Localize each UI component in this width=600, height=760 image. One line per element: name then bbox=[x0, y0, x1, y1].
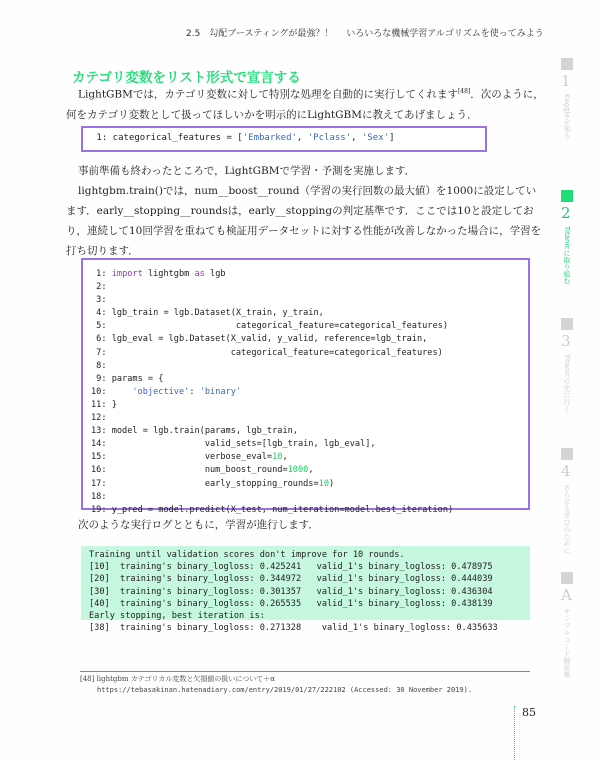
code-text: , bbox=[296, 133, 308, 143]
line-number: 13: bbox=[91, 426, 107, 437]
line-number: 11: bbox=[91, 399, 107, 410]
running-head-title: いろいろな機械学習アルゴリズムを使ってみよう bbox=[346, 29, 544, 39]
chapter-label: さらなる学びのために bbox=[563, 484, 571, 554]
line-number: 17: bbox=[91, 478, 107, 489]
chapter-tab-4[interactable] bbox=[560, 448, 580, 554]
code-block-training bbox=[81, 258, 530, 515]
code-text: num_boost_round=1000, bbox=[106, 465, 314, 476]
section-title: カテゴリ変数をリスト形式で宣言する bbox=[72, 70, 301, 86]
code-line bbox=[91, 438, 453, 451]
code-text: valid_sets=[lgb_train, lgb_eval], bbox=[106, 439, 376, 450]
code-text: verbose_eval=10, bbox=[106, 452, 288, 463]
line-number: 10: bbox=[91, 386, 107, 397]
chapter-number: 1 bbox=[561, 72, 571, 90]
chapter-marker-square bbox=[561, 448, 573, 460]
log-line: Training until validation scores don't improve for 10 rounds. bbox=[89, 550, 405, 560]
log-line: [20] training's binary_logloss: 0.344972 valid_1's binary_logloss: 0.444039 bbox=[89, 574, 493, 585]
code-line bbox=[91, 268, 453, 281]
folio-marker bbox=[514, 706, 516, 760]
line-number: 5: bbox=[91, 321, 107, 332]
code-text: params = { bbox=[106, 373, 164, 384]
chapter-number: 3 bbox=[561, 332, 571, 350]
chapter-label: Titanicの先に行く bbox=[563, 354, 571, 413]
training-log-output bbox=[81, 546, 530, 634]
code-line bbox=[91, 425, 453, 438]
running-head-section: 2.5 bbox=[186, 29, 201, 39]
paragraph-prep: 事前準備も終わったところで，LightGBMで学習・予測を実施します． bbox=[78, 165, 416, 177]
log-line: Early stopping, best iteration is: bbox=[89, 610, 265, 621]
code-string: 'Embarked' bbox=[242, 133, 297, 143]
chapter-label: サンプルコード解説集 bbox=[563, 608, 571, 678]
line-number: 4: bbox=[91, 308, 107, 319]
line-number: 9: bbox=[91, 373, 107, 384]
line-number: 12: bbox=[91, 413, 107, 424]
chapter-label: Kaggleを知る bbox=[563, 94, 571, 139]
chapter-tab-2[interactable] bbox=[560, 190, 580, 284]
code-line bbox=[91, 478, 453, 491]
line-number: 1: bbox=[91, 269, 107, 279]
line-number: 8: bbox=[91, 360, 107, 371]
code-text: early_stopping_rounds=10) bbox=[106, 478, 335, 489]
chapter-marker-square bbox=[561, 572, 573, 584]
code-text: model = lgb.train(params, lgb_train, bbox=[106, 426, 298, 437]
code-line bbox=[91, 320, 453, 333]
log-line: [30] training's binary_logloss: 0.301357 valid_1's binary_logloss: 0.436304 bbox=[89, 586, 493, 597]
code-line bbox=[91, 347, 453, 360]
line-number: 15: bbox=[91, 452, 107, 463]
paragraph-text: LightGBMでは，カテゴリ変数に対して特別な処理を自動的に実行してくれます bbox=[78, 88, 458, 101]
chapter-number: 4 bbox=[561, 462, 571, 480]
footnote-number: [48] bbox=[80, 675, 95, 683]
chapter-number: 2 bbox=[561, 204, 571, 222]
code-line bbox=[91, 399, 453, 412]
paragraph-intro bbox=[66, 82, 546, 125]
code-line bbox=[91, 307, 453, 320]
footnote-url[interactable]: https://tebasakinan.hatenadiary.com/entry/2019/01/27/222102 (Accessed: 30 November 2019). bbox=[97, 686, 473, 694]
code-line bbox=[91, 464, 453, 477]
chapter-label: Titanicに取り組む bbox=[563, 226, 571, 285]
chapter-number: A bbox=[561, 586, 572, 604]
line-number: 1: bbox=[91, 133, 108, 143]
chapter-marker-square bbox=[561, 318, 573, 330]
line-number: 19: bbox=[91, 504, 107, 515]
code-line bbox=[91, 373, 453, 386]
code-line bbox=[91, 333, 453, 346]
code-line bbox=[91, 491, 453, 504]
line-number: 16: bbox=[91, 465, 107, 476]
chapter-tab-3[interactable] bbox=[560, 318, 580, 412]
line-number: 3: bbox=[91, 295, 107, 306]
code-line bbox=[91, 133, 394, 143]
code-text: categorical_feature=categorical_features) bbox=[106, 347, 443, 358]
code-line bbox=[91, 412, 453, 425]
code-string: 'Pclass' bbox=[307, 133, 352, 143]
code-string: 'Sex' bbox=[361, 133, 390, 143]
line-number: 7: bbox=[91, 347, 107, 358]
log-line: [10] training's binary_logloss: 0.425241 valid_1's binary_logloss: 0.478975 bbox=[89, 562, 493, 573]
running-head bbox=[186, 26, 544, 39]
footnote bbox=[80, 674, 472, 696]
chapter-tab-1[interactable] bbox=[560, 58, 580, 139]
code-text: ] bbox=[389, 133, 395, 143]
code-text: categorical_features = [ bbox=[107, 133, 243, 143]
log-line: [38] training's binary_logloss: 0.271328 valid_1's binary_logloss: 0.435633 bbox=[89, 623, 498, 634]
code-lines bbox=[91, 268, 453, 517]
line-number: 2: bbox=[91, 282, 107, 293]
chapter-marker-square bbox=[561, 58, 573, 70]
code-line bbox=[91, 451, 453, 464]
log-lines bbox=[89, 549, 498, 634]
code-text: } bbox=[106, 399, 117, 410]
code-text: lgb_train = lgb.Dataset(X_train, y_train, bbox=[106, 308, 324, 319]
log-line: [40] training's binary_logloss: 0.265535 valid_1's binary_logloss: 0.438139 bbox=[89, 598, 493, 609]
chapter-marker-square bbox=[561, 190, 573, 202]
code-line bbox=[91, 386, 453, 399]
line-number: 14: bbox=[91, 439, 107, 450]
page-number: 85 bbox=[522, 706, 536, 719]
code-line bbox=[91, 281, 453, 294]
footnote-divider bbox=[80, 671, 530, 672]
paragraph-text: ．次のように，何をカテゴリ変数として扱ってほしいかを明示的にLightGBMに教えてあげましょう． bbox=[66, 88, 544, 121]
code-line bbox=[91, 360, 453, 373]
code-text: lgb_eval = lgb.Dataset(X_valid, y_valid, reference=lgb_train, bbox=[106, 334, 428, 345]
footnote-ref[interactable]: [48] bbox=[457, 88, 471, 95]
paragraph-train-explain: lightgbm.train()では，num__boost__round（学習の実行回数の最大値）を1000に設定しています．early__stopping__roundsは，early__stoppingの判定基準です．ここでは10と設定しており，連続して10回学習を重ねても検証用データセットに対する性能が改善しなかった場合に，学習を打ち切ります． bbox=[66, 185, 542, 257]
code-line bbox=[91, 294, 453, 307]
chapter-tab-A[interactable] bbox=[560, 572, 580, 678]
code-text: categorical_feature=categorical_features) bbox=[106, 321, 449, 332]
code-text: 'objective': 'binary' bbox=[132, 386, 242, 397]
code-text: , bbox=[351, 133, 362, 143]
code-text: y_pred = model.predict(X_test, num_iteration=model.best_iteration) bbox=[106, 504, 454, 515]
code-block-categorical bbox=[81, 126, 487, 152]
line-number: 6: bbox=[91, 334, 107, 345]
footnote-title: lightgbm カテゴリカル変数と欠損値の扱いについて＋α bbox=[96, 675, 275, 683]
running-head-part: 勾配ブースティングが最強？！ bbox=[209, 29, 334, 39]
code-text: import lightgbm as lgb bbox=[111, 269, 226, 279]
line-number: 18: bbox=[91, 491, 107, 502]
paragraph-log-intro: 次のような実行ログとともに，学習が進行します． bbox=[78, 519, 319, 531]
